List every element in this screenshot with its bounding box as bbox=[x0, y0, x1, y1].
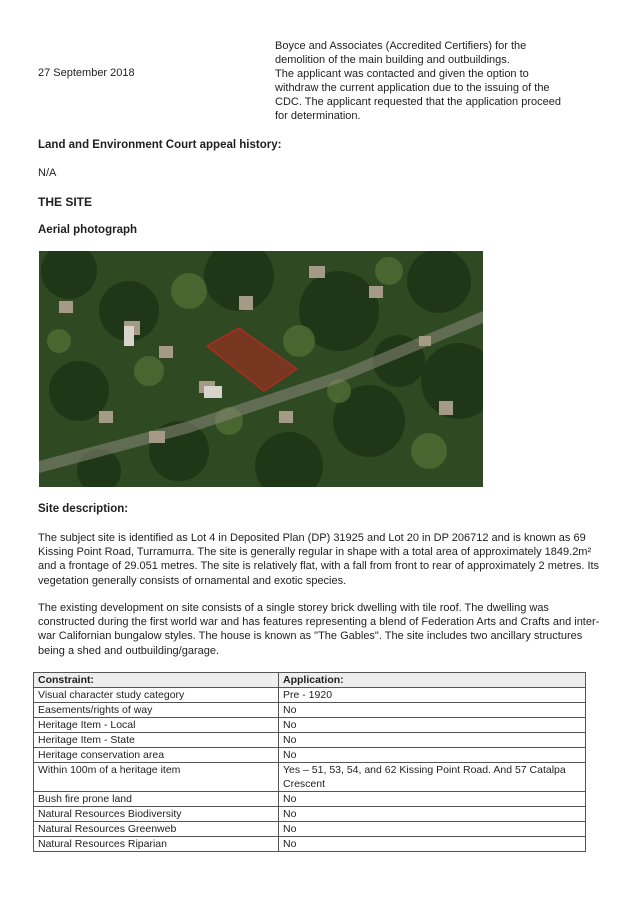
application-cell: Pre - 1920 bbox=[279, 688, 586, 703]
application-cell: No bbox=[279, 733, 586, 748]
application-column-header: Application: bbox=[279, 673, 586, 688]
existing-development-paragraph: The existing development on site consists of a single storey brick dwelling with tile roof. The dwelling was constructed during the first world war and has features representing a blend of Federation Arts and Crafts and inter-war Californian bungalow styles. The house is known as "The Gables". The site includes two ancillary structures being a shed and outbuilding/garage. bbox=[38, 602, 600, 657]
certifier-line: for determination. bbox=[275, 110, 361, 122]
table-row bbox=[34, 837, 586, 852]
table-row bbox=[34, 792, 586, 807]
constraint-cell: Natural Resources Biodiversity bbox=[34, 807, 279, 822]
court-history-heading: Land and Environment Court appeal history: bbox=[38, 139, 282, 151]
table-row bbox=[34, 763, 586, 792]
certifier-line: Boyce and Associates (Accredited Certifiers) for the bbox=[275, 40, 527, 52]
site-section-title: THE SITE bbox=[38, 195, 93, 209]
table-row bbox=[34, 718, 586, 733]
constraint-cell: Visual character study category bbox=[34, 688, 279, 703]
constraint-cell: Natural Resources Riparian bbox=[34, 837, 279, 852]
aerial-photo-image bbox=[39, 251, 483, 487]
application-cell: No bbox=[279, 703, 586, 718]
certifier-line: withdraw the current application due to the issuing of the bbox=[275, 82, 550, 94]
certifier-line: The applicant was contacted and given the option to bbox=[275, 68, 529, 80]
aerial-photograph bbox=[39, 251, 483, 487]
constraint-column-header: Constraint: bbox=[34, 673, 279, 688]
certifier-note bbox=[275, 39, 605, 123]
constraint-cell: Natural Resources Greenweb bbox=[34, 822, 279, 837]
court-history-value: N/A bbox=[38, 167, 57, 179]
table-row bbox=[34, 703, 586, 718]
constraint-cell: Heritage Item - Local bbox=[34, 718, 279, 733]
table-row bbox=[34, 822, 586, 837]
constraint-cell: Heritage Item - State bbox=[34, 733, 279, 748]
application-cell: No bbox=[279, 718, 586, 733]
certifier-line: demolition of the main building and outbuildings. bbox=[275, 54, 510, 66]
application-cell: Yes – 51, 53, 54, and 62 Kissing Point Road. And 57 Catalpa Crescent bbox=[279, 763, 586, 792]
table-row bbox=[34, 688, 586, 703]
certifier-line: CDC. The applicant requested that the application proceed bbox=[275, 96, 561, 108]
application-cell: No bbox=[279, 748, 586, 763]
application-cell: No bbox=[279, 792, 586, 807]
table-row bbox=[34, 807, 586, 822]
site-description-paragraph: The subject site is identified as Lot 4 in Deposited Plan (DP) 31925 and Lot 20 in DP 206712 and is known as 69 Kissing Point Road, Turramurra. The site is generally regular in shape with a total area of approximately 1849.2m² and a frontage of 29.051 metres. The site is relatively flat, with a fall from front to rear of approximately 2 metres. Its vegetation generally consists of ornamental and exotic species. bbox=[38, 532, 600, 587]
application-cell: No bbox=[279, 807, 586, 822]
constraint-cell: Bush fire prone land bbox=[34, 792, 279, 807]
constraint-cell: Easements/rights of way bbox=[34, 703, 279, 718]
aerial-photo-heading: Aerial photograph bbox=[38, 224, 138, 236]
constraints-table bbox=[33, 672, 586, 852]
table-row bbox=[34, 748, 586, 763]
table-row bbox=[34, 733, 586, 748]
application-cell: No bbox=[279, 837, 586, 852]
table-header-row bbox=[34, 673, 586, 688]
constraint-cell: Heritage conservation area bbox=[34, 748, 279, 763]
site-description-heading: Site description: bbox=[38, 503, 129, 515]
document-date: 27 September 2018 bbox=[38, 67, 135, 79]
application-cell: No bbox=[279, 822, 586, 837]
constraint-cell: Within 100m of a heritage item bbox=[34, 763, 279, 792]
